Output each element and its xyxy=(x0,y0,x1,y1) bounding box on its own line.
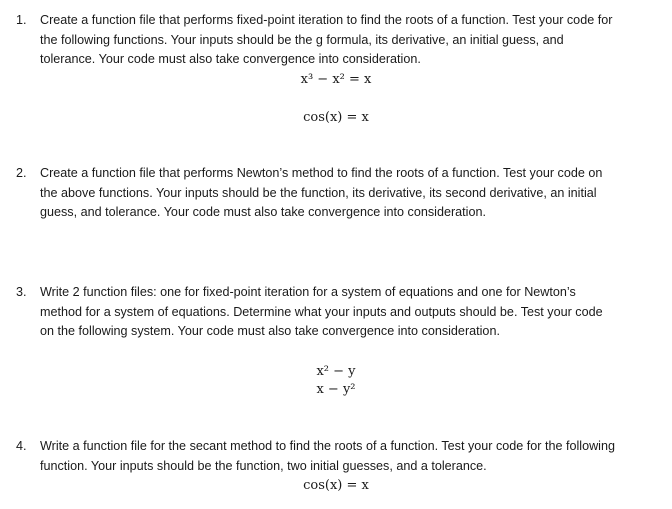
problem-2 xyxy=(16,164,616,244)
problem-1-number: 1. xyxy=(16,13,27,27)
problem-3-text: Write 2 function files: one for fixed-point iteration for a system of equations and one for Newton’s method for a system of equations. Determine what your inputs and outputs should be. Test your code on the following system. Your code must also take convergence into consideration. xyxy=(40,285,603,338)
problem-1-text: Create a function file that performs fixed-point iteration to find the roots of a function. Test your code for the following functions. Your inputs should be the g formula, its derivative, an initial guess, and tolerance. Your code must also take convergence into consideration. xyxy=(40,13,613,66)
problem-3-number: 3. xyxy=(16,285,27,299)
problem-1-equation-1: x³ − x² = x xyxy=(300,72,372,87)
problem-2-text: Create a function file that performs Newton’s method to find the roots of a function. Test your code on the above functions. Your inputs should be the function, its derivative, its second derivative, an initial guess, and tolerance. Your code must also take convergence into consideration. xyxy=(40,166,603,219)
problem-4 xyxy=(16,437,616,477)
problem-4-number: 4. xyxy=(16,439,27,453)
problem-4-text: Write a function file for the secant method to find the roots of a function. Test your code for the following function. Your inputs should be the function, two initial guesses, and a tolerance. xyxy=(40,439,615,473)
problem-2-number: 2. xyxy=(16,166,27,180)
problem-3-equation-1: x² − y xyxy=(316,364,356,379)
problem-3 xyxy=(16,283,616,363)
problem-3-equation-2: x − y² xyxy=(316,382,356,397)
problem-1 xyxy=(16,11,616,71)
problem-4-equation-1: cos(x) = x xyxy=(303,478,369,493)
problem-1-equation-2: cos(x) = x xyxy=(303,110,369,125)
